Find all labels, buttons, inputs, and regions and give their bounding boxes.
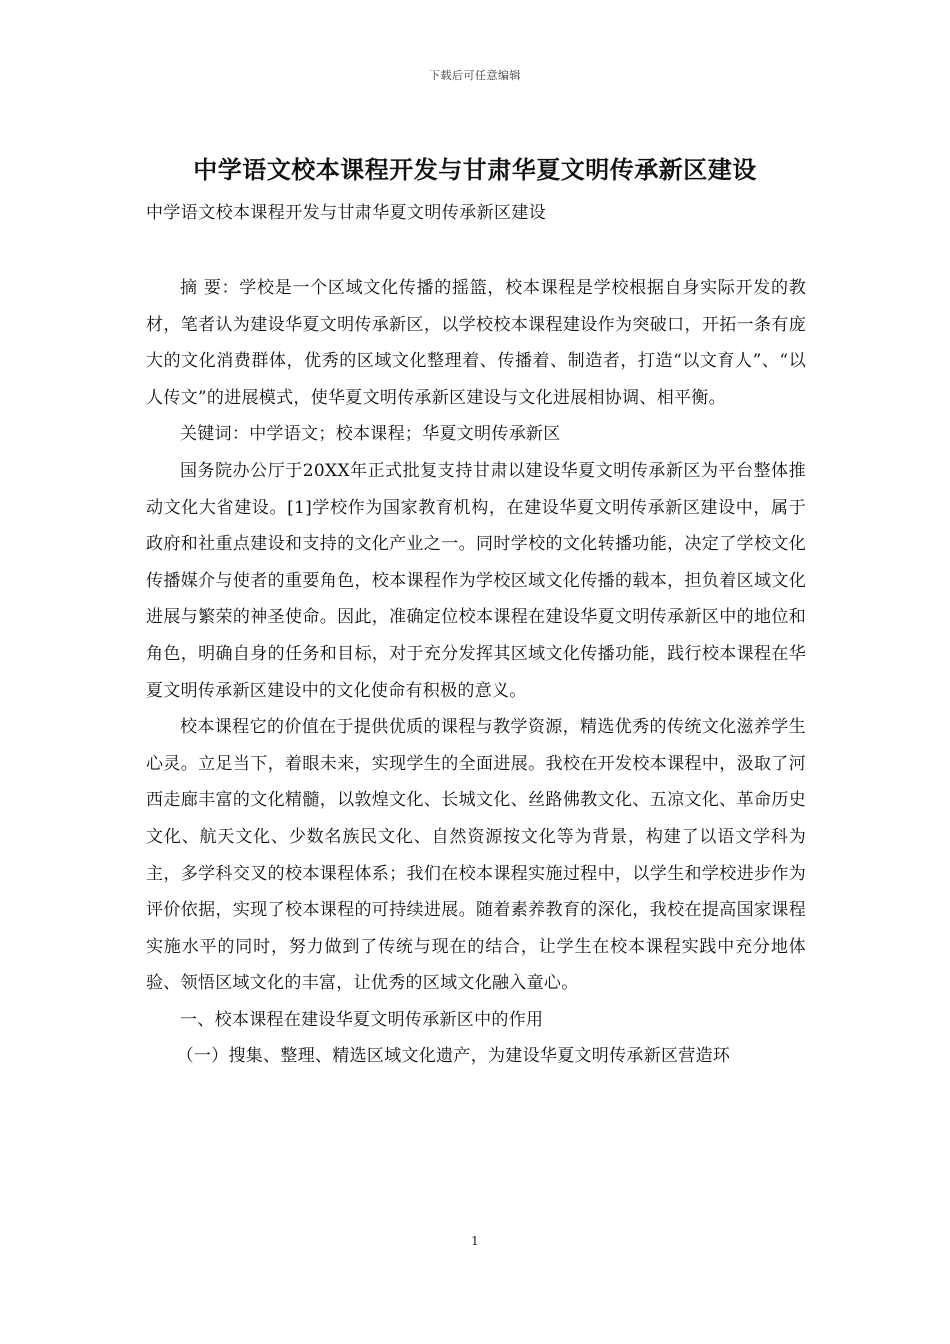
subsection-heading: （一）搜集、整理、精选区域文化遗产，为建设华夏文明传承新区营造环: [176, 1046, 731, 1067]
page-number: 1: [471, 1234, 479, 1248]
header-note: 下载后可任意编辑: [429, 69, 521, 82]
keywords-paragraph: 关键词：中学语文；校本课程；华夏文明传承新区: [180, 424, 561, 445]
document-title: 中学语文校本课程开发与甘肃华夏文明传承新区建设: [193, 155, 757, 184]
document-body: [146, 270, 806, 1075]
abstract-paragraph: 摘 要：学校是一个区域文化传播的摇篮，校本课程是学校根据自身实际开发的教材，笔者认为建设华夏文明传承新区，以学校校本课程建设作为突破口，开拓一条有庞大的文化消费群体，优秀的区域文化整理着、传播着、制造者，打造“以文育人”、“以人传文”的进展模式，使华夏文明传承新区建设与文化进展相协调、相平衡。: [146, 278, 806, 408]
body-paragraph: 校本课程它的价值在于提供优质的课程与教学资源，精选优秀的传统文化滋养学生心灵。立足当下，着眼未来，实现学生的全面进展。我校在开发校本课程中，汲取了河西走廊丰富的文化精髓，以敦煌文化、长城文化、丝路佛教文化、五凉文化、革命历史文化、航天文化、少数名族民文化、自然资源按文化等为背景，构建了以语文学科为主，多学科交叉的校本课程体系；我们在校本课程实施过程中，以学生和学校进步作为评价依据，实现了校本课程的可持续进展。随着素养教育的深化，我校在提高国家课程实施水平的同时，努力做到了传统与现在的结合，让学生在校本课程实践中充分地体验、领悟区域文化的丰富，让优秀的区域文化融入童心。: [146, 717, 806, 994]
document-subtitle: 中学语文校本课程开发与甘肃华夏文明传承新区建设: [146, 203, 547, 223]
body-paragraph: 国务院办公厅于20XX年正式批复支持甘肃以建设华夏文明传承新区为平台整体推动文化大省建设。[1]学校作为国家教育机构，在建设华夏文明传承新区建设中，属于政府和社重点建设和支持的文化产业之一。同时学校的文化转播功能，决定了学校文化传播媒介与使者的重要角色，校本课程作为学校区域文化传播的载本，担负着区域文化进展与繁荣的神圣使命。因此，准确定位校本课程在建设华夏文明传承新区中的地位和角色，明确自身的任务和目标，对于充分发挥其区域文化传播功能，践行校本课程在华夏文明传承新区建设中的文化使命有积极的意义。: [146, 460, 806, 701]
section-heading: 一、校本课程在建设华夏文明传承新区中的作用: [180, 1009, 544, 1030]
